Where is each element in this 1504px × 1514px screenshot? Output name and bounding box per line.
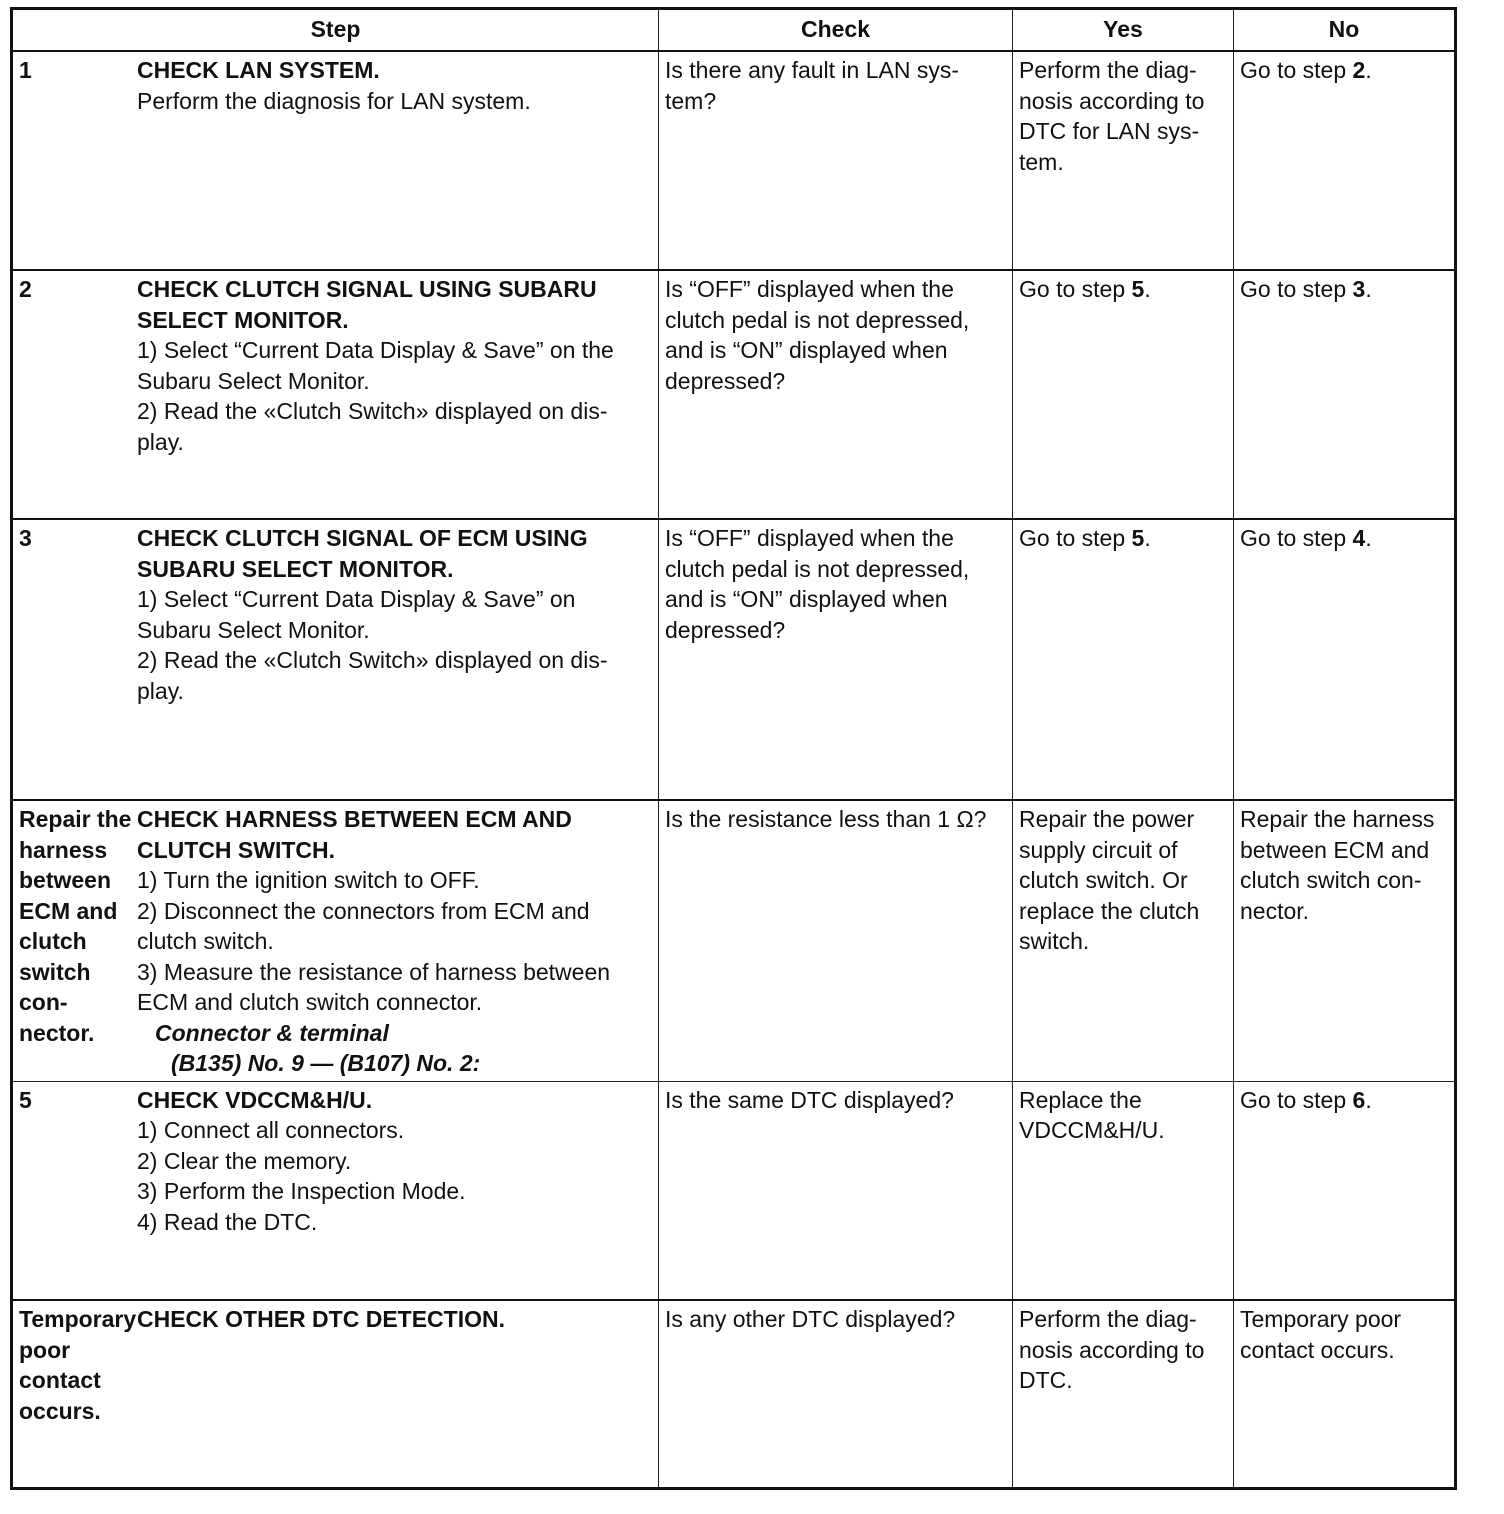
diagnostic-table [10,7,1457,1490]
yes-cell: Perform the diag-nosis according to DTC. [1013,1300,1234,1488]
step-instruction: Perform the diagnosis for LAN system. [137,87,531,114]
check-cell: Is any other DTC displayed? [659,1300,1013,1488]
no-cell [1234,51,1456,270]
step-instruction: 1) Connect all connectors. [137,1117,405,1143]
no-text-end: . [1365,57,1372,83]
yes-text: Go to step [1019,525,1132,551]
yes-cell [1013,519,1234,800]
step-instruction: 2) Read the «Clutch Switch» displayed on dis-play. [137,647,608,704]
step-cell [12,270,659,519]
table-row [12,1300,1456,1488]
step-instruction: 1) Turn the ignition switch to OFF. [137,867,480,893]
connector-label: Connector & terminal [155,1019,389,1046]
header-step: Step [12,9,659,52]
step-instruction: 4) Read the DTC. [137,1208,318,1235]
step-title: CHECK CLUTCH SIGNAL OF ECM USING SUBARU SELECT MONITOR. [137,525,588,582]
step-cell [12,1081,659,1300]
yes-text: Go to step [1019,276,1132,302]
step-cell [12,1300,659,1488]
table-row [12,519,1456,800]
yes-step-ref: 5 [1131,276,1145,302]
step-instruction: 1) Select “Current Data Display & Save” on the Subaru Select Monitor. [137,337,614,394]
step-number: Temporary poor contact occurs. [19,1306,137,1424]
step-title: CHECK LAN SYSTEM. [137,57,380,83]
no-text: Go to step [1240,1086,1353,1113]
header-yes: Yes [1013,9,1234,52]
step-title: CHECK HARNESS BETWEEN ECM AND CLUTCH SWITCH. [137,806,572,863]
check-cell: Is “OFF” displayed when the clutch pedal is not depressed, and is “ON” displayed when depressed? [659,270,1013,519]
check-cell: Is “OFF” displayed when the clutch pedal is not depressed, and is “ON” displayed when depressed? [659,519,1013,800]
no-cell [1234,1081,1456,1300]
no-step-ref: 4 [1352,525,1366,551]
step-instruction: 3) Measure the resistance of harness between ECM and clutch switch connector. [137,958,611,1015]
step-number: Repair the harness between ECM and clutch switch con-nector. [19,806,132,1046]
connector-value: (B135) No. 9 — (B107) No. 2: [171,1050,481,1076]
no-text-end: . [1365,1086,1372,1113]
table-row [12,51,1456,270]
step-title: CHECK CLUTCH SIGNAL USING SUBARU SELECT MONITOR. [137,276,597,333]
step-instruction: 2) Clear the memory. [137,1147,352,1174]
table-row [12,1081,1456,1300]
yes-cell: Perform the diag-nosis according to DTC for LAN sys-tem. [1013,51,1234,270]
step-number: 3 [19,525,32,551]
header-row [12,9,1456,52]
table-row [12,800,1456,1081]
no-step-ref: 2 [1352,57,1366,83]
no-cell: Repair the harness between ECM and clutch switch con-nector. [1234,800,1456,1081]
no-cell [1234,270,1456,519]
step-cell [12,519,659,800]
step-title: CHECK OTHER DTC DETECTION. [137,1306,505,1332]
step-number: 2 [19,276,32,302]
step-cell [12,800,659,1081]
step-instruction: 1) Select “Current Data Display & Save” on Subaru Select Monitor. [137,586,576,643]
yes-text-end: . [1144,276,1151,302]
check-cell: Is the same DTC displayed? [659,1081,1013,1300]
no-text-end: . [1365,525,1372,551]
no-text: Go to step [1240,276,1353,302]
yes-step-ref: 5 [1131,525,1145,551]
yes-cell [1013,270,1234,519]
step-number: 1 [19,57,32,83]
step-instruction: 2) Read the «Clutch Switch» displayed on dis-play. [137,398,608,455]
yes-cell: Replace the VDCCM&H/U. [1013,1081,1234,1300]
no-cell: Temporary poor contact occurs. [1234,1300,1456,1488]
no-text: Go to step [1240,57,1353,83]
no-text: Go to step [1240,525,1353,551]
step-title: CHECK VDCCM&H/U. [137,1086,373,1113]
step-instruction: 3) Perform the Inspection Mode. [137,1178,466,1204]
header-check: Check [659,9,1013,52]
no-step-ref: 3 [1352,276,1366,302]
check-cell: Is there any fault in LAN sys-tem? [659,51,1013,270]
step-cell [12,51,659,270]
step-instruction: 2) Disconnect the connectors from ECM and clutch switch. [137,897,590,954]
check-cell: Is the resistance less than 1 Ω? [659,800,1013,1081]
no-text-end: . [1365,276,1372,302]
no-step-ref: 6 [1352,1086,1366,1113]
table-row [12,270,1456,519]
no-cell [1234,519,1456,800]
yes-cell: Repair the power supply circuit of clutch switch. Or replace the clutch switch. [1013,800,1234,1081]
step-number: 5 [19,1086,32,1113]
yes-text-end: . [1144,525,1151,551]
header-no: No [1234,9,1456,52]
